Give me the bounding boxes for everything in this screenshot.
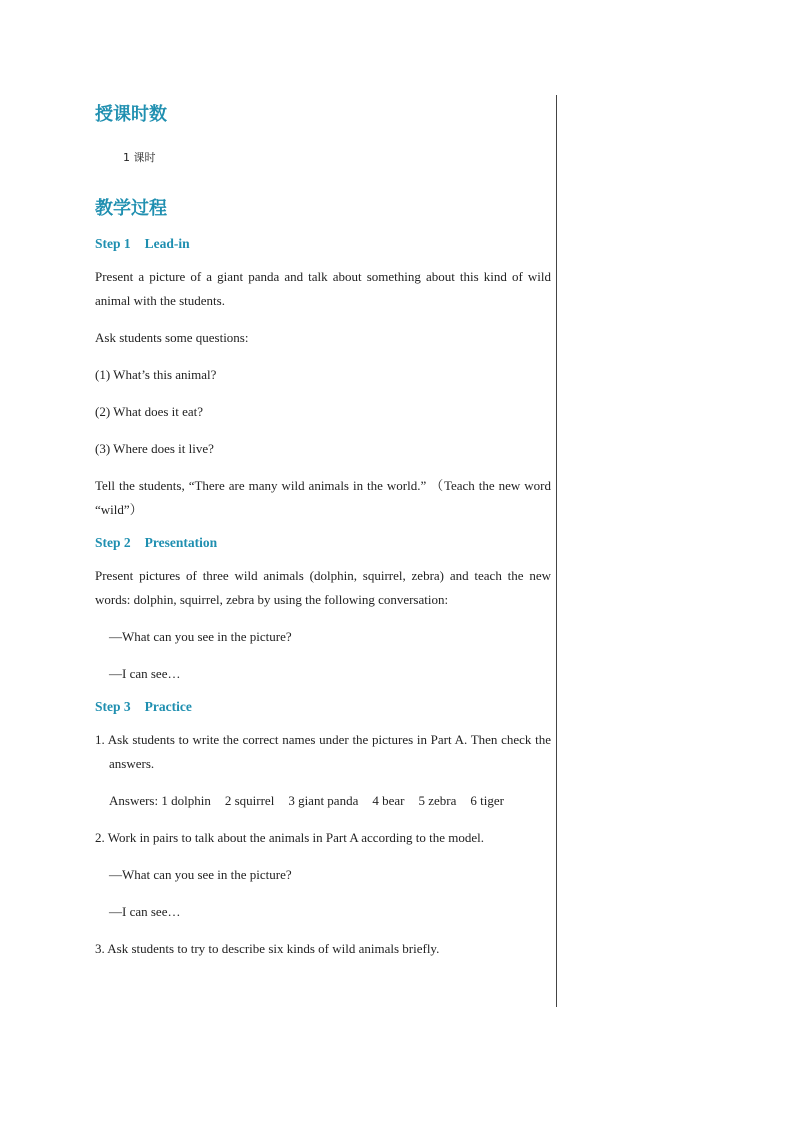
- step1-intro: Present a picture of a giant panda and talk about something about this kind of wild animal with the students.: [95, 269, 551, 308]
- step1-ask: Ask students some questions:: [95, 330, 249, 345]
- question-3: (3) Where does it live?: [95, 441, 214, 456]
- step2-text: Present pictures of three wild animals (dolphin, squirrel, zebra) and teach the new words: dolphin, squirrel, zebra by using the following conversation:: [95, 568, 551, 607]
- answer-item: 6 tiger: [470, 793, 504, 808]
- hours-heading: 授课时数: [95, 104, 167, 125]
- step3-dialogue-1: —What can you see in the picture?: [109, 867, 292, 882]
- practice-item-2: 2. Work in pairs to talk about the animals in Part A according to the model.: [95, 830, 485, 845]
- answer-item: 5 zebra: [418, 793, 457, 808]
- step2-dialogue-2: —I can see…: [109, 666, 181, 681]
- step2-heading: [95, 535, 551, 551]
- practice-item-1: 1. Ask students to write the correct names under the pictures in Part A. Then check the answers.: [95, 732, 551, 771]
- step2-title: Presentation: [144, 535, 218, 550]
- question-1: (1) What’s this animal?: [95, 367, 217, 382]
- process-heading: 教学过程: [95, 198, 167, 219]
- column-divider: [556, 95, 557, 1007]
- step3-title: Practice: [144, 699, 192, 714]
- answer-item: 4 bear: [372, 793, 405, 808]
- lesson-content: [95, 100, 551, 961]
- practice-item-3: 3. Ask students to try to describe six kinds of wild animals briefly.: [95, 941, 440, 956]
- answer-item: 3 giant panda: [288, 793, 359, 808]
- step1-title: Lead-in: [144, 236, 190, 251]
- step1-heading: [95, 236, 551, 252]
- step1-tell: Tell the students, “There are many wild animals in the world.” （Teach the new word “wild”）: [95, 478, 551, 517]
- step3-label: Step 3: [95, 699, 131, 714]
- answers-line: [95, 789, 551, 813]
- question-2: (2) What does it eat?: [95, 404, 204, 419]
- step2-dialogue-1: —What can you see in the picture?: [109, 629, 292, 644]
- step2-label: Step 2: [95, 535, 131, 550]
- step3-heading: [95, 699, 551, 715]
- answer-item: Answers: 1 dolphin: [109, 793, 211, 808]
- answer-item: 2 squirrel: [224, 793, 275, 808]
- step1-label: Step 1: [95, 236, 131, 251]
- hours-value: 1 课时: [123, 151, 156, 164]
- step3-dialogue-2: —I can see…: [109, 904, 181, 919]
